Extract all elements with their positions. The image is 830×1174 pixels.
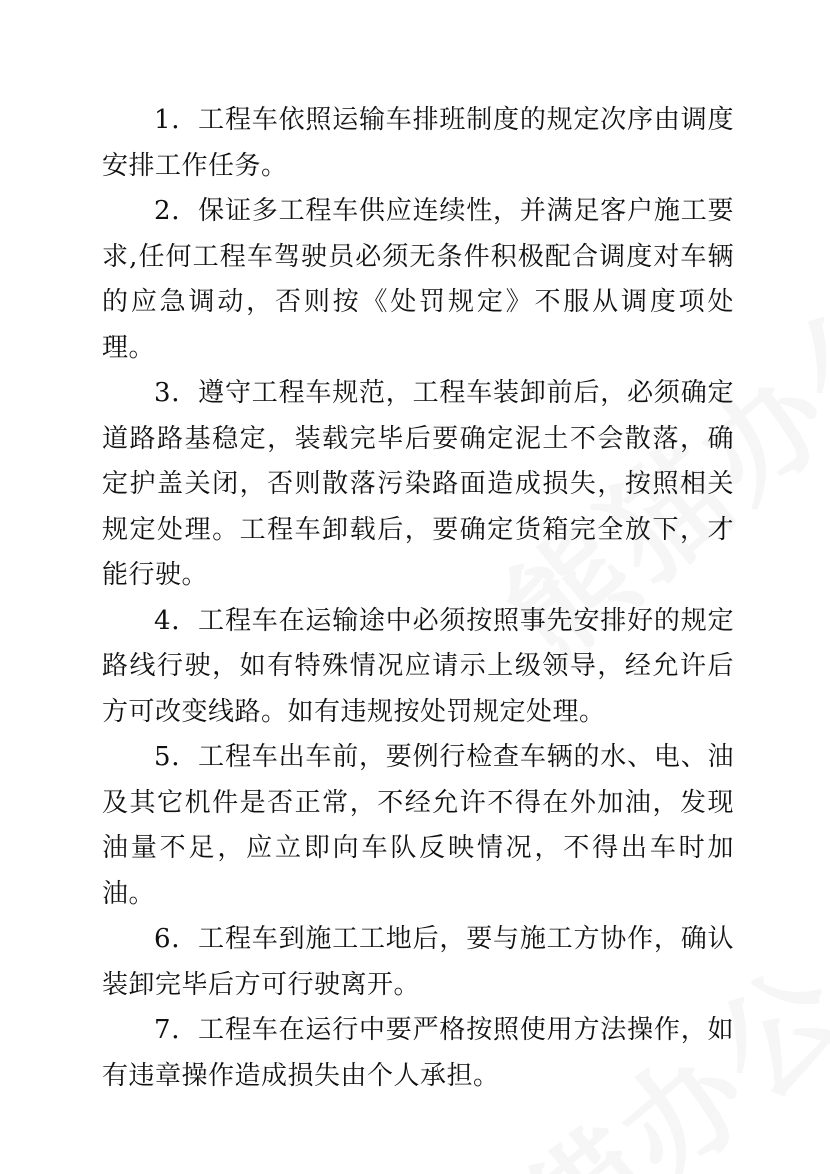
paragraph-2: 2．保证多工程车供应连续性，并满足客户施工要求,任何工程车驾驶员必须无条件积极配合调度对车辆的应急调动，否则按《处罚规定》不服从调度项处理。	[102, 196, 734, 363]
paragraph-1: 1．工程车依照运输车排班制度的规定次序由调度安排工作任务。	[102, 105, 734, 181]
paragraph-7: 7．工程车在运行中要严格按照使用方法操作，如有违章操作造成损失由个人承担。	[102, 1015, 734, 1091]
paragraph-4: 4．工程车在运输途中必须按照事先安排好的规定路线行驶，如有特殊情况应请示上级领导，经允许后方可改变线路。如有违规按处罚规定处理。	[102, 605, 734, 727]
paragraph-5: 5．工程车出车前，要例行检查车辆的水、电、油及其它机件是否正常，不经允许不得在外加油，发现油量不足，应立即向车队反映情况，不得出车时加油。	[102, 742, 734, 909]
paragraph-3: 3．遵守工程车规范，工程车装卸前后，必须确定道路路基稳定，装载完毕后要确定泥土不会散落，确定护盖关闭，否则散落污染路面造成损失，按照相关规定处理。工程车卸载后，要确定货箱完全放下，才能行驶。	[102, 378, 734, 590]
document-body	[102, 98, 734, 1099]
paragraph-6: 6．工程车到施工工地后，要与施工方协作，确认装卸完毕后方可行驶离开。	[102, 924, 734, 1000]
